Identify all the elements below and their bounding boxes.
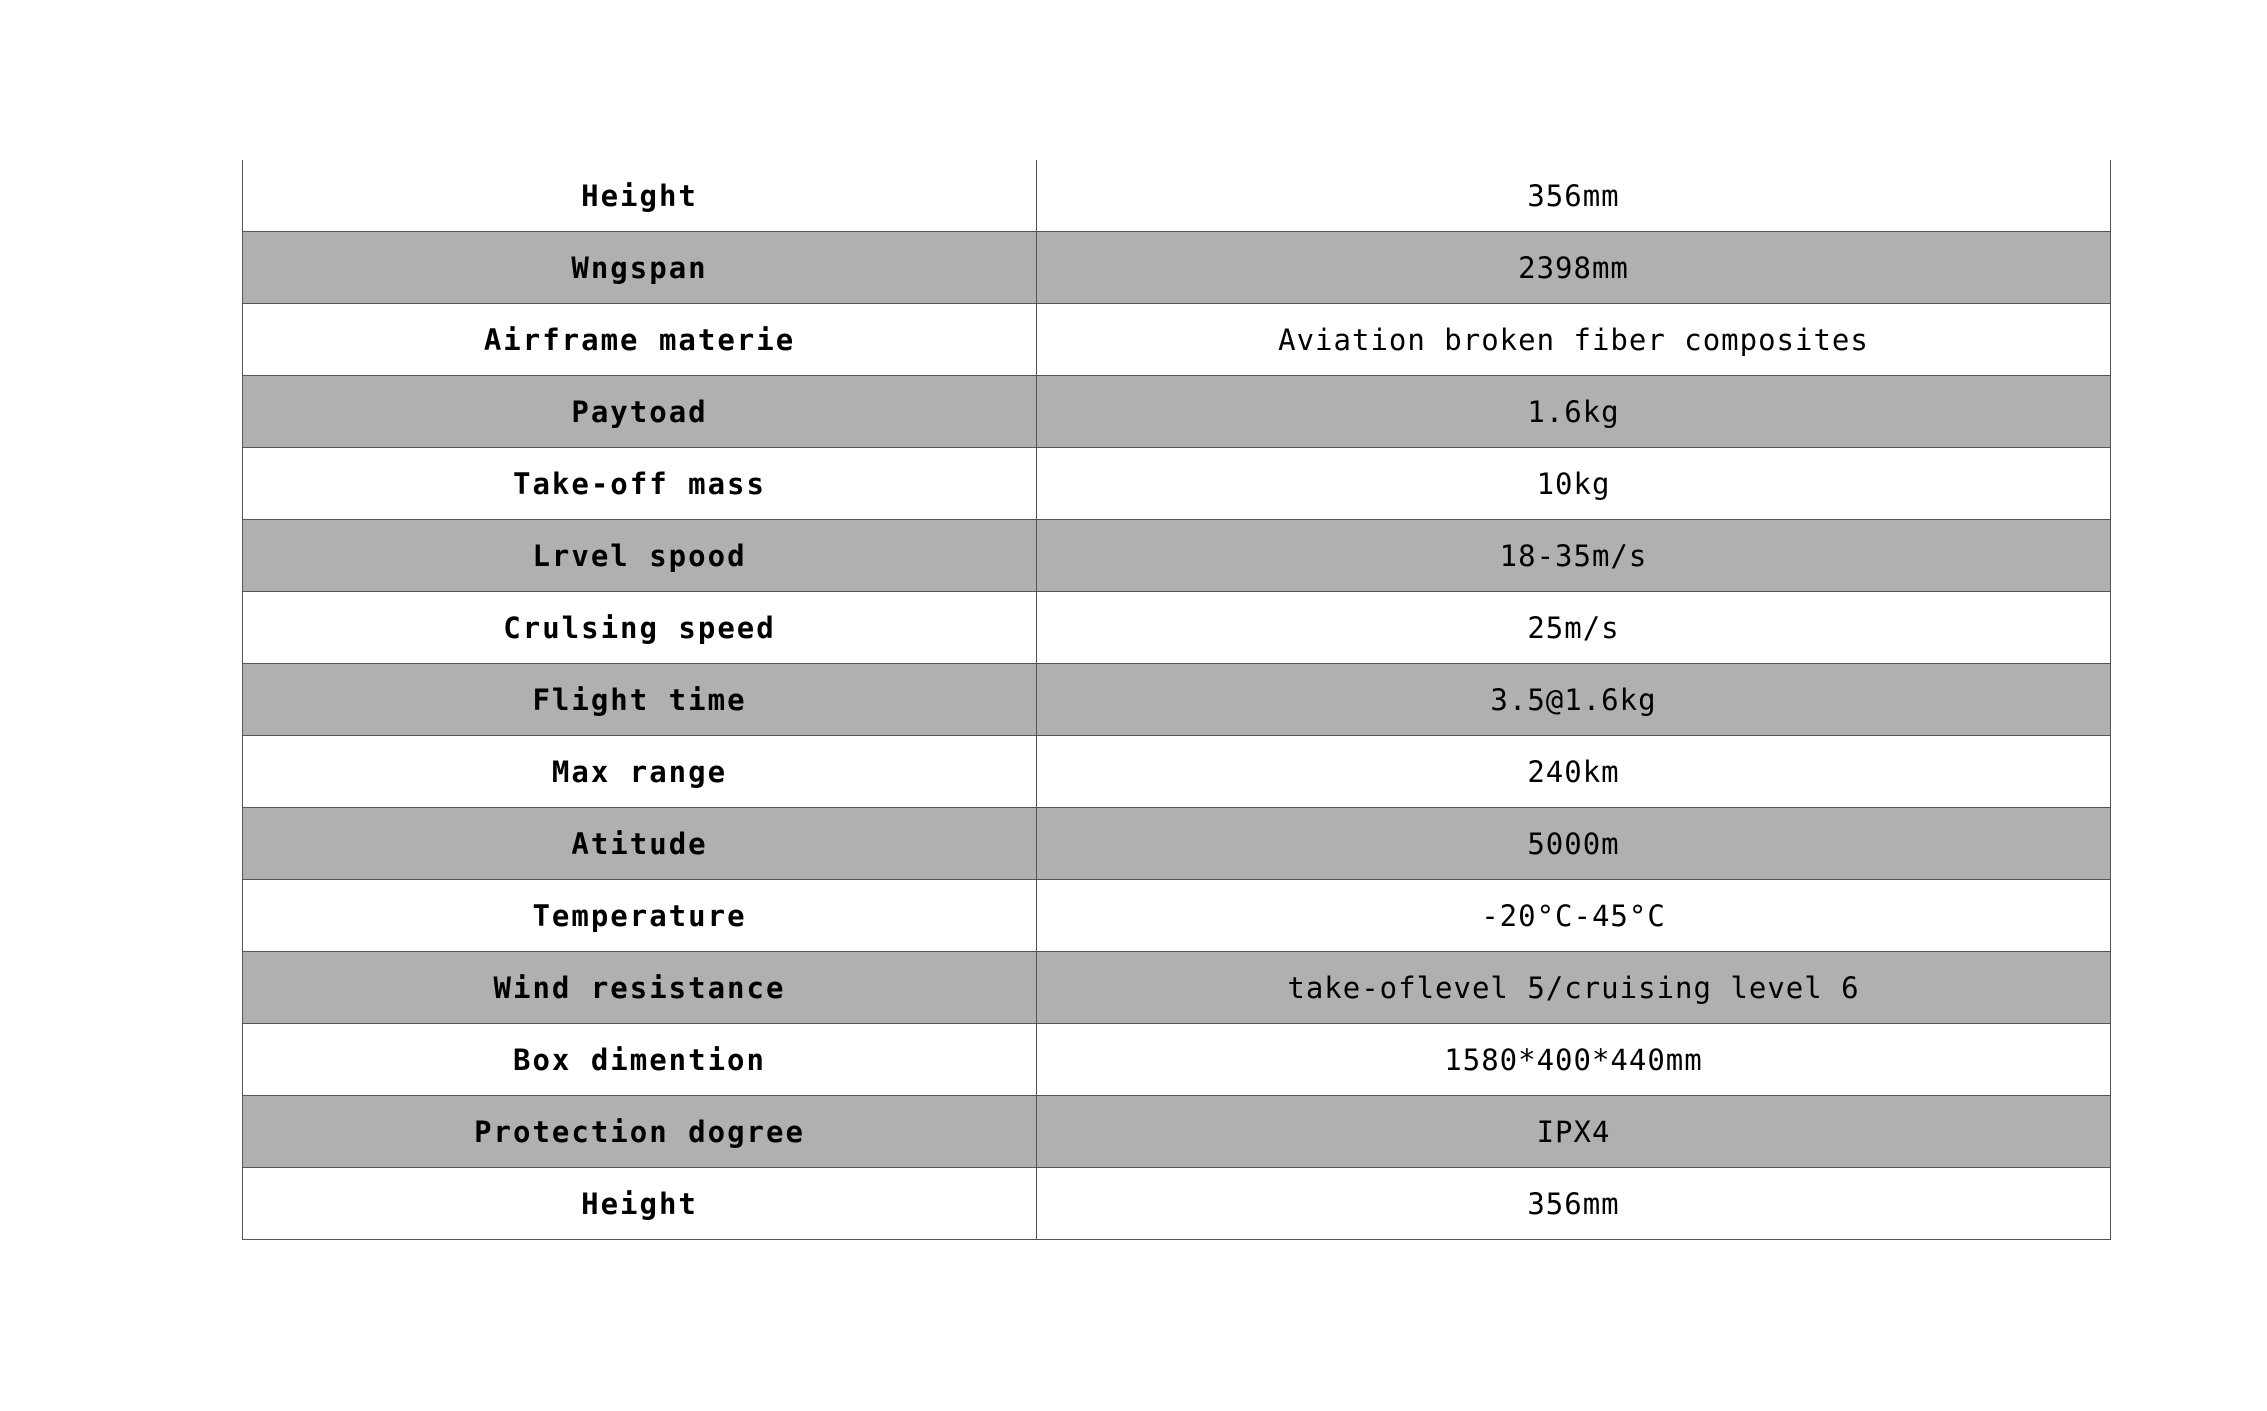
spec-value: 25m/s — [1037, 592, 2111, 664]
spec-value: 3.5@1.6kg — [1037, 664, 2111, 736]
spec-label: Temperature — [243, 880, 1037, 952]
spec-label: Paytoad — [243, 376, 1037, 448]
spec-value: 10kg — [1037, 448, 2111, 520]
spec-label: Wind resistance — [243, 952, 1037, 1024]
spec-label: Protection dogree — [243, 1096, 1037, 1168]
table-row — [243, 1024, 2111, 1096]
table-row — [243, 376, 2111, 448]
spec-value: 5000m — [1037, 808, 2111, 880]
spec-label: Box dimention — [243, 1024, 1037, 1096]
spec-label: Flight time — [243, 664, 1037, 736]
table-row — [243, 592, 2111, 664]
spec-label: Crulsing speed — [243, 592, 1037, 664]
spec-table — [242, 160, 2111, 1240]
table-row — [243, 448, 2111, 520]
spec-value: 1.6kg — [1037, 376, 2111, 448]
table-row — [243, 664, 2111, 736]
table-row — [243, 232, 2111, 304]
table-row — [243, 808, 2111, 880]
spec-value: 1580*400*440mm — [1037, 1024, 2111, 1096]
spec-value: take-oflevel 5/cruising level 6 — [1037, 952, 2111, 1024]
table-row — [243, 880, 2111, 952]
spec-value: 18-35m/s — [1037, 520, 2111, 592]
table-row — [243, 952, 2111, 1024]
table-row — [243, 1096, 2111, 1168]
table-row — [243, 1168, 2111, 1240]
spec-value: 356mm — [1037, 1168, 2111, 1240]
table-row — [243, 736, 2111, 808]
spec-value: IPX4 — [1037, 1096, 2111, 1168]
spec-value: 240km — [1037, 736, 2111, 808]
spec-label: Take-off mass — [243, 448, 1037, 520]
spec-value: 2398mm — [1037, 232, 2111, 304]
table-row — [243, 520, 2111, 592]
spec-label: Height — [243, 160, 1037, 232]
table-row — [243, 160, 2111, 232]
spec-label: Max range — [243, 736, 1037, 808]
spec-label: Wngspan — [243, 232, 1037, 304]
spec-table-body — [243, 160, 2111, 1240]
spec-label: Atitude — [243, 808, 1037, 880]
spec-label: Lrvel spood — [243, 520, 1037, 592]
spec-label: Height — [243, 1168, 1037, 1240]
spec-label: Airframe materie — [243, 304, 1037, 376]
spec-value: Aviation broken fiber composites — [1037, 304, 2111, 376]
spec-value: -20°C-45°C — [1037, 880, 2111, 952]
spec-value: 356mm — [1037, 160, 2111, 232]
table-row — [243, 304, 2111, 376]
